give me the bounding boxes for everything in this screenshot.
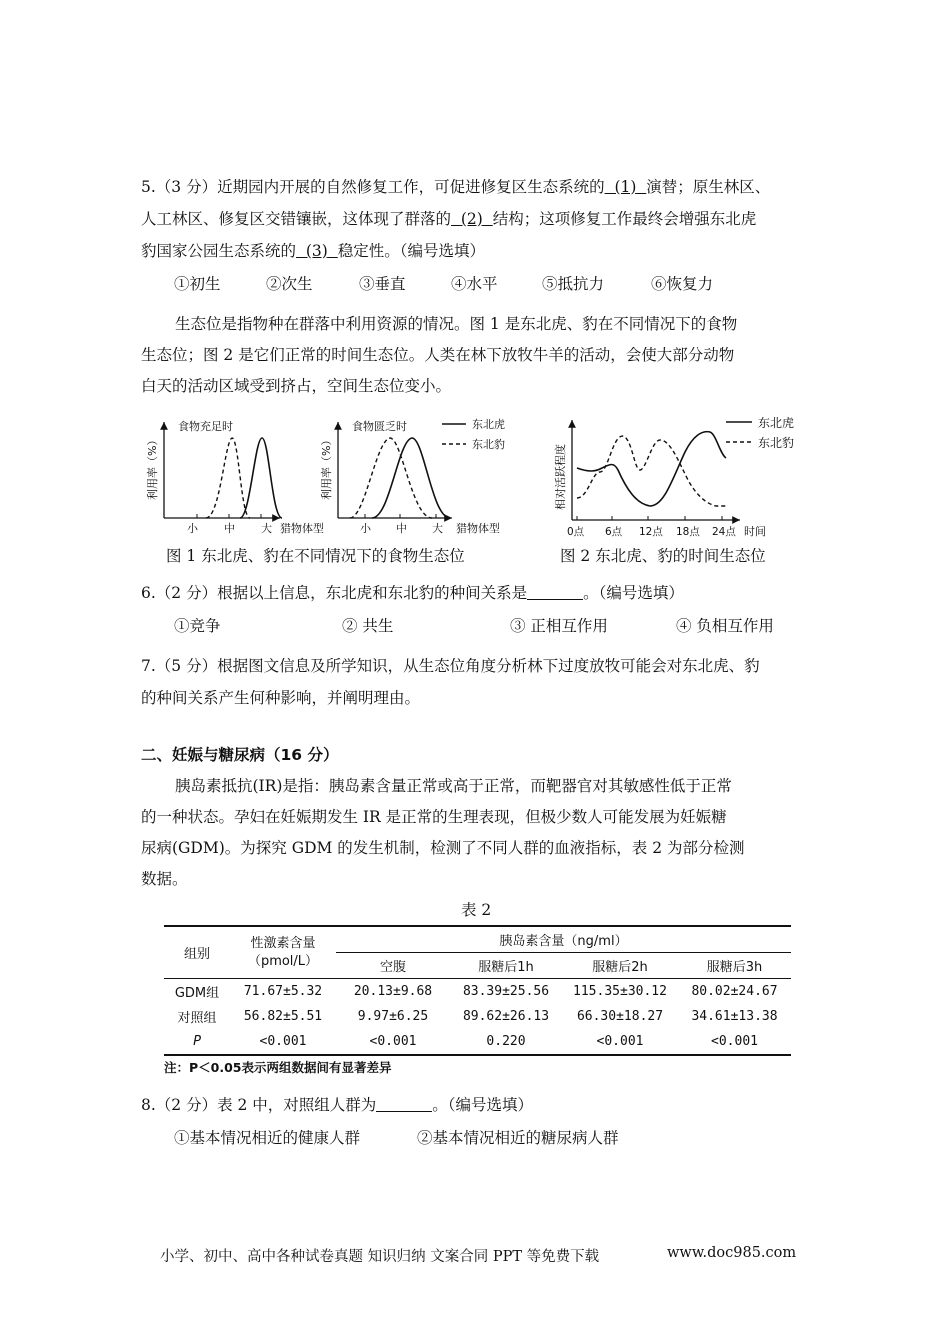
x-tick-label: 中 (224, 522, 235, 535)
figures (140, 410, 820, 545)
figure1-caption: 图 1 东北虎、豹在不同情况下的食物生态位 (166, 547, 465, 565)
q5-option: ①初生 (174, 275, 221, 293)
q5-option: ⑤抵抗力 (542, 275, 605, 293)
x-tick-label: 大 (261, 522, 272, 535)
x-tick-label: 12点 (639, 526, 663, 538)
intro-line-3: 白天的活动区域受到挤占，空间生态位变小。 (141, 377, 452, 395)
footer-text: 小学、初中、高中各种试卷真题 知识归纳 文案合同 PPT 等免费下载 (160, 1249, 600, 1265)
q8-option: ②基本情况相近的糖尿病人群 (417, 1129, 619, 1147)
q5-line-2 (141, 204, 756, 234)
row-group: 对照组 (177, 1011, 217, 1026)
figure1-ylabel: 利用率（%） (146, 434, 159, 500)
cell: 80.02±24.67 (691, 984, 778, 999)
figure1-xlabel: 猎物体型 (280, 522, 324, 535)
cell: 89.62±26.13 (462, 1009, 550, 1024)
series-tiger-curve (372, 438, 450, 518)
q5-text: 豹国家公园生态系统的 (141, 242, 297, 260)
panel-b-title: 食物匮乏时 (352, 420, 407, 433)
cell: <0.001 (369, 1034, 417, 1049)
q5-text: 稳定性。（编号选填） (337, 242, 485, 260)
hormone-unit: （pmol/L） (247, 953, 319, 969)
q5-option: ④水平 (451, 275, 498, 293)
hormone-label: 性激素含量 (250, 935, 316, 951)
table-row (164, 1029, 791, 1055)
figure1-ylabel: 利用率（%） (320, 434, 333, 500)
cell: 20.13±9.68 (353, 984, 433, 999)
intro-line-2: 生态位；图 2 是它们正常的时间生态位。人类在林下放牧牛羊的活动，会使大部分动物 (141, 346, 735, 364)
q5-line-1 (141, 172, 770, 202)
cell: 34.61±13.38 (691, 1009, 778, 1024)
x-tick-label: 大 (432, 522, 443, 535)
section-heading: 二、妊娠与糖尿病（16 分） (141, 746, 339, 764)
x-tick-label: 小 (187, 522, 198, 535)
cell: 56.82±5.51 (243, 1009, 323, 1024)
blank-3 (296, 242, 338, 260)
cell: <0.001 (259, 1034, 307, 1049)
q5-text: 人工林区、修复区交错镶嵌，这体现了群落的 (141, 210, 452, 228)
q5-option: ②次生 (266, 275, 313, 293)
q5-text: 5.（3 分）近期园内开展的自然修复工作，可促进修复区生态系统的 (141, 178, 605, 196)
figure1-xlabel: 猎物体型 (456, 522, 500, 535)
row-group: P (193, 1034, 201, 1049)
cell: 66.30±18.27 (576, 1009, 664, 1024)
footer-url[interactable]: www.doc985.com (667, 1245, 797, 1261)
answer-blank (376, 1095, 432, 1112)
x-tick-label: 24点 (712, 526, 736, 538)
section2-line-2: 的一种状态。孕妇在妊娠期发生 IR 是正常的生理表现，但极少数人可能发展为妊娠糖 (141, 808, 727, 826)
col-header-hormone (230, 926, 336, 979)
blank-2 (451, 210, 493, 228)
legend-leopard: 东北豹 (758, 436, 795, 450)
col-header-group: 组别 (164, 926, 230, 979)
blank-2-label: (2) (460, 210, 483, 228)
q5-text: 结构；这项修复工作最终会增强东北虎 (492, 210, 757, 228)
x-tick-label: 0点 (567, 526, 585, 538)
answer-blank (527, 583, 583, 600)
cell: 9.97±6.25 (357, 1009, 429, 1024)
table-row (164, 979, 791, 1005)
panel-a-title: 食物充足时 (178, 420, 233, 433)
section2-line-3: 尿病(GDM)。为探究 GDM 的发生机制，检测了不同人群的血液指标，表 2 为部分检测 (141, 839, 745, 857)
q7-line-1: 7.（5 分）根据图文信息及所学知识，从生态位角度分析林下过度放牧可能会对东北虎、豹 (141, 657, 760, 675)
x-tick-label: 18点 (676, 526, 700, 538)
q5-line-3 (141, 236, 485, 266)
q5-text: 演替；原生林区、 (646, 178, 771, 196)
figure2-caption: 图 2 东北虎、豹的时间生态位 (560, 547, 766, 565)
blank-1-label: (1) (614, 178, 637, 196)
q6-text (141, 578, 684, 608)
q6-text-post: 。（编号选填） (583, 584, 684, 602)
legend-tiger: 东北虎 (758, 416, 795, 430)
cell: 0.220 (486, 1034, 526, 1049)
x-tick-label: 6点 (605, 526, 623, 538)
table-row (164, 1004, 791, 1029)
legend-tiger: 东北虎 (472, 418, 505, 431)
cell: <0.001 (596, 1034, 644, 1049)
q7-line-2: 的种间关系产生何种影响，并阐明理由。 (141, 689, 421, 707)
figure1-panel-b (319, 417, 505, 535)
series-tiger-curve (577, 432, 726, 506)
q6-text-pre: 6.（2 分）根据以上信息，东北虎和东北豹的种间关系是 (141, 584, 528, 602)
table-title: 表 2 (461, 901, 492, 919)
q6-option: ③ 正相互作用 (510, 617, 608, 635)
series-leopard-curve (577, 436, 726, 506)
cell: 115.35±30.12 (573, 984, 667, 999)
q6-option: ② 共生 (342, 617, 394, 635)
figure2-xlabel: 时间 (744, 525, 766, 538)
row-group: GDM组 (174, 986, 220, 1001)
sub-header: 空腹 (336, 953, 450, 979)
sub-header: 服糖后2h (562, 953, 678, 979)
series-leopard-curve (206, 438, 250, 518)
section2-line-1: 胰岛素抵抗(IR)是指：胰岛素含量正常或高于正常，而靶器官对其敏感性低于正常 (175, 777, 732, 795)
section2-line-4: 数据。 (141, 870, 188, 888)
figure2-chart (553, 415, 794, 538)
x-tick-label: 中 (396, 522, 407, 535)
cell: 83.39±25.56 (462, 984, 550, 999)
q5-option: ⑥恢复力 (651, 275, 714, 293)
q6-option: ①竞争 (174, 617, 221, 635)
figure1-panel-a (145, 419, 324, 535)
q8-text (141, 1090, 533, 1120)
intro-line-1: 生态位是指物种在群落中利用资源的情况。图 1 是东北虎、豹在不同情况下的食物 (175, 315, 738, 333)
blank-1 (605, 178, 647, 196)
sub-header: 服糖后1h (450, 953, 562, 979)
legend-leopard: 东北豹 (472, 438, 505, 451)
col-header-insulin: 胰岛素含量（ng/ml） (336, 926, 791, 953)
table2 (164, 925, 791, 1056)
blank-3-label: (3) (305, 242, 328, 260)
cell: <0.001 (711, 1034, 758, 1049)
figure2-ylabel: 相对活跃程度 (554, 444, 567, 510)
q5-option: ③垂直 (359, 275, 406, 293)
cell: 71.67±5.32 (243, 984, 323, 999)
table-note: 注：P＜0.05表示两组数据间有显著差异 (164, 1060, 392, 1075)
q8-text-post: 。（编号选填） (432, 1096, 534, 1114)
q8-option: ①基本情况相近的健康人群 (174, 1129, 361, 1147)
q6-option: ④ 负相互作用 (676, 617, 774, 635)
sub-header: 服糖后3h (678, 953, 791, 979)
series-tiger-curve (240, 438, 282, 518)
q8-text-pre: 8.（2 分）表 2 中，对照组人群为 (141, 1096, 377, 1114)
x-tick-label: 小 (360, 522, 371, 535)
